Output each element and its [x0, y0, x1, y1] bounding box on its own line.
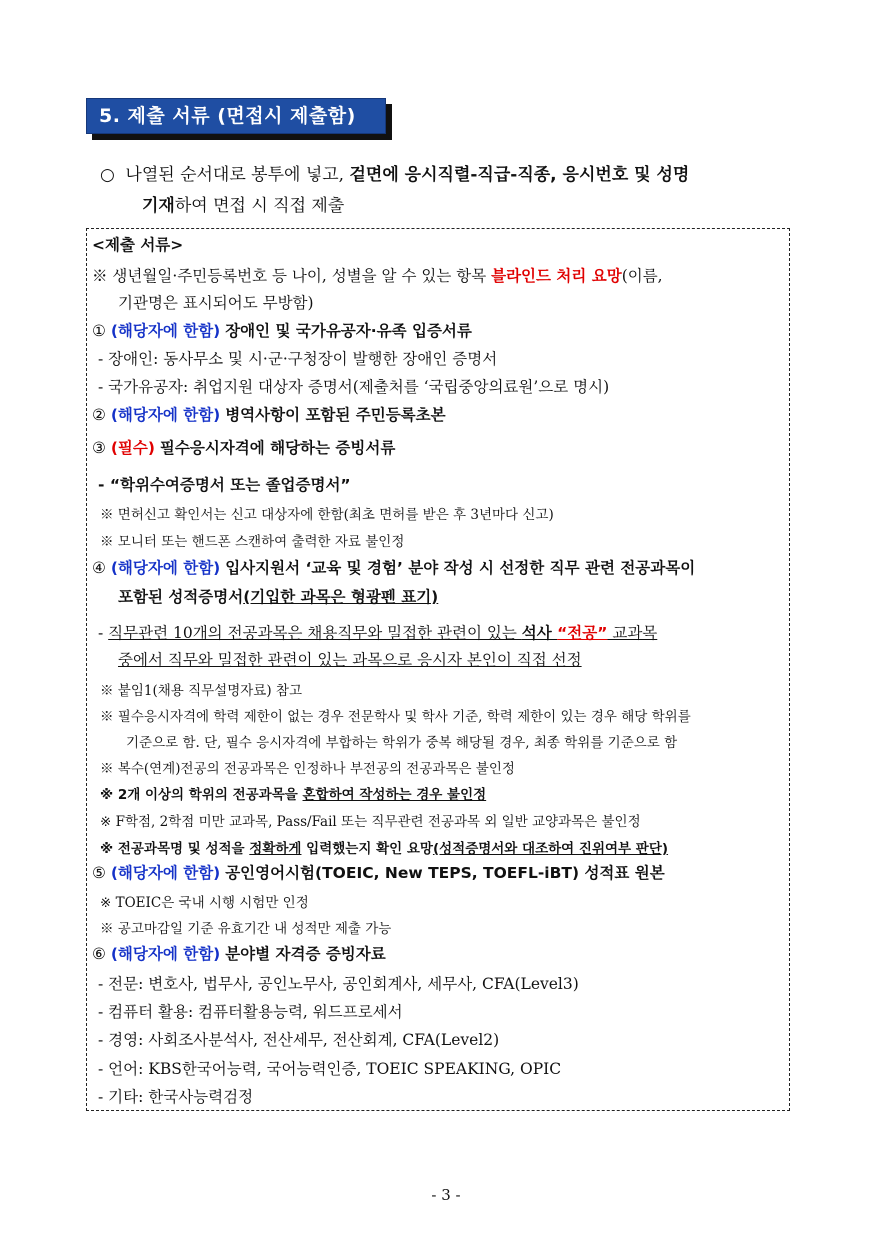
dash: -	[98, 624, 109, 642]
item-6-tag: (해당자에 한함)	[110, 945, 221, 963]
item-6-detail-5: - 기타: 한국사능력검정	[98, 1088, 254, 1106]
item-3-detail-1: - “학위수여증명서 또는 졸업증명서”	[98, 476, 351, 494]
item-1-heading	[92, 321, 472, 341]
item-3-note-2: ※ 모니터 또는 핸드폰 스캔하여 출력한 자료 불인정	[100, 534, 405, 550]
item-4-note-2-cont: 기준으로 함. 단, 필수 응시자격에 부합하는 학위가 중복 해당될 경우, 최종 학위를 기준으로 함	[126, 735, 678, 751]
item-4-note-6-ul-2: (성적증명서와 대조하여 진위여부 판단)	[432, 841, 669, 857]
item-4-note-5: ※ F학점, 2학점 미만 교과목, Pass/Fail 또는 직무관련 전공과목 외 일반 교양과목은 불인정	[100, 814, 641, 830]
item-6-num: ⑥	[92, 945, 106, 963]
item-3-title: 필수응시자격에 해당하는 증빙서류	[159, 439, 396, 457]
intro-bold-text: 겉면에 응시직렬-직급-직종, 응시번호 및 성명	[349, 165, 690, 185]
item-1-title: 장애인 및 국가유공자·유족 입증서류	[225, 322, 472, 340]
item-4-note-6-text: ※ 전공과목명 및 성적을	[100, 841, 250, 857]
item-4-title-2: 포함된 성적증명서	[118, 588, 244, 606]
item-3-tag: (필수)	[110, 439, 155, 457]
item-4-detail-text-2: 교과목	[607, 624, 658, 642]
item-5-note-1: ※ TOEIC은 국내 시행 시험만 인정	[100, 895, 309, 911]
item-2-tag: (해당자에 한함)	[110, 406, 221, 424]
page-number: - 3 -	[431, 1186, 461, 1204]
item-2-heading	[92, 405, 446, 425]
item-4-heading	[92, 558, 695, 578]
intro-paragraph	[100, 160, 790, 222]
item-4-detail-text: 직무관련 10개의 전공과목은 채용직무와 밀접한 관련이 있는	[108, 624, 522, 642]
item-4-num: ④	[92, 559, 106, 577]
blind-note-red: 블라인드 처리 요망	[491, 267, 622, 285]
item-4-note-1: ※ 붙임1(채용 직무설명자료) 참고	[100, 683, 302, 699]
intro-text-2: 하여 면접 시 직접 제출	[174, 196, 345, 216]
blind-note-cont: 기관명은 표시되어도 무방함)	[118, 294, 314, 312]
item-5-note-2: ※ 공고마감일 기준 유효기간 내 성적만 제출 가능	[100, 921, 392, 937]
item-4-note-4	[100, 785, 486, 805]
item-5-num: ⑤	[92, 864, 106, 882]
item-4-title: 입사지원서 ‘교육 및 경험’ 분야 작성 시 선정한 직무 관련 전공과목이	[225, 559, 696, 577]
circle-bullet: ○	[100, 165, 115, 185]
item-6-detail-3: - 경영: 사회조사분석사, 전산세무, 전산회계, CFA(Level2)	[98, 1031, 500, 1049]
item-6-detail-2: - 컴퓨터 활용: 컴퓨터활용능력, 워드프로세서	[98, 1003, 403, 1021]
item-3-heading	[92, 438, 395, 458]
item-1-detail-1: - 장애인: 동사무소 및 시·군·구청장이 발행한 장애인 증명서	[98, 350, 498, 368]
section-header	[86, 98, 386, 134]
item-1-detail-2: - 국가유공자: 취업지원 대상자 증명서(제출처를 ‘국립중앙의료원’으로 명시)	[98, 378, 610, 396]
blind-note-text-2: (이름,	[621, 267, 663, 285]
item-4-note-6	[100, 839, 668, 859]
item-4-detail-1	[98, 623, 657, 643]
intro-text: 나열된 순서대로 봉투에 넣고,	[125, 165, 350, 185]
item-4-heading-cont	[118, 587, 438, 607]
item-4-detail-bold: 석사	[521, 624, 558, 642]
box-heading: <제출 서류>	[92, 236, 184, 254]
item-6-title: 분야별 자격증 증빙자료	[225, 945, 386, 963]
item-4-note-3: ※ 복수(연계)전공의 전공과목은 인정하나 부전공의 전공과목은 불인정	[100, 761, 515, 777]
item-5-title: 공인영어시험(TOEIC, New TEPS, TOEFL-iBT) 성적표 원본	[225, 864, 665, 882]
item-1-tag: (해당자에 한함)	[110, 322, 221, 340]
item-6-detail-4: - 언어: KBS한국어능력, 국어능력인증, TOEIC SPEAKING, OPIC	[98, 1060, 562, 1078]
item-4-note-4-ul: 혼합하여 작성하는 경우 불인정	[302, 787, 487, 803]
item-2-num: ②	[92, 406, 106, 424]
item-4-detail-red: “전공”	[557, 624, 608, 642]
blind-note-text: ※ 생년월일·주민등록번호 등 나이, 성별을 알 수 있는 항목	[92, 267, 492, 285]
item-4-note-6-ul: 정확하게	[249, 841, 302, 857]
blind-note	[92, 266, 663, 286]
section-title: 5. 제출 서류 (면접시 제출함)	[99, 105, 356, 127]
item-1-num: ①	[92, 322, 106, 340]
item-6-heading	[92, 944, 386, 964]
item-5-heading	[92, 863, 665, 883]
item-6-detail-1: - 전문: 변호사, 법무사, 공인노무사, 공인회계사, 세무사, CFA(Level3)	[98, 975, 579, 993]
item-4-note-2: ※ 필수응시자격에 학력 제한이 없는 경우 전문학사 및 학사 기준, 학력 제한이 있는 경우 해당 학위를	[100, 709, 691, 725]
item-3-note-1: ※ 면허신고 확인서는 신고 대상자에 한함(최초 면허를 받은 후 3년마다 신고)	[100, 507, 554, 523]
item-3-num: ③	[92, 439, 106, 457]
item-2-title: 병역사항이 포함된 주민등록초본	[225, 406, 446, 424]
item-4-title-3: (기입한 과목은 형광펜 표기)	[243, 588, 439, 606]
intro-bold-text-2: 기재	[142, 196, 175, 216]
item-5-tag: (해당자에 한함)	[110, 864, 221, 882]
item-4-note-4-text: ※ 2개 이상의 학위의 전공과목을	[100, 787, 303, 803]
item-4-note-6-text-2: 입력했는지 확인 요망	[301, 841, 433, 857]
item-4-detail-2: 중에서 직무와 밀접한 관련이 있는 과목으로 응시자 본인이 직접 선정	[118, 651, 582, 669]
item-4-tag: (해당자에 한함)	[110, 559, 221, 577]
